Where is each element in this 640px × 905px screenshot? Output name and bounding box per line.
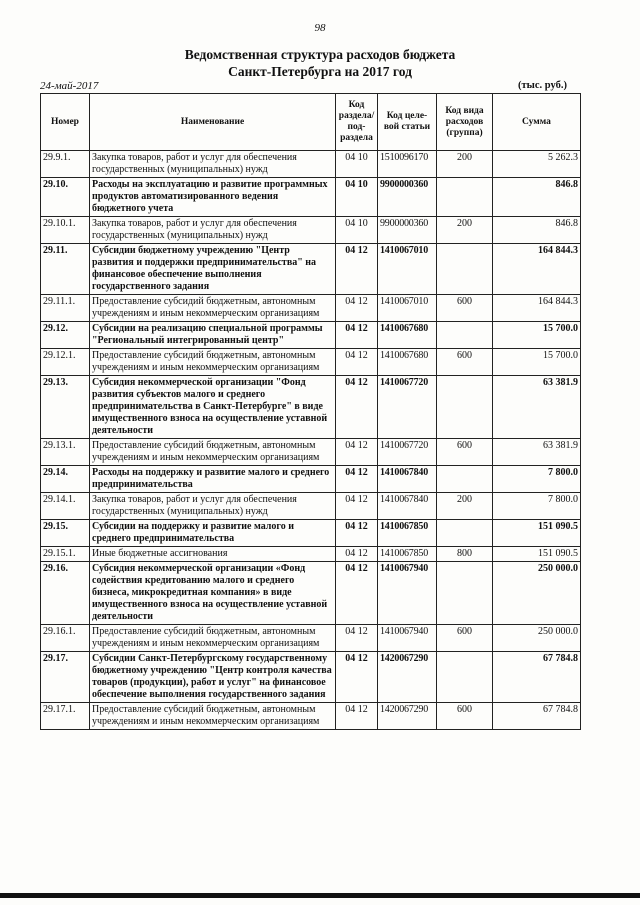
row-name: Предоставление субсидий бюджетным, автономным учреждениям и иным некоммерческим организациям [90,439,336,466]
row-section-code: 04 12 [336,493,378,520]
row-target-code: 1420067290 [378,703,437,730]
row-kind-code: 600 [437,625,493,652]
row-kind-code [437,520,493,547]
row-target-code: 1510096170 [378,151,437,178]
table-row [41,703,581,730]
row-kind-code: 600 [437,439,493,466]
row-number: 29.16. [41,562,90,625]
row-number: 29.17.1. [41,703,90,730]
row-target-code: 9900000360 [378,178,437,217]
table-row [41,439,581,466]
row-number: 29.11.1. [41,295,90,322]
row-target-code: 1410067680 [378,349,437,376]
row-sum: 15 700.0 [493,322,581,349]
table-row [41,349,581,376]
row-kind-code [437,322,493,349]
row-sum: 164 844.3 [493,244,581,295]
row-target-code: 1420067290 [378,652,437,703]
row-section-code: 04 12 [336,439,378,466]
row-section-code: 04 12 [336,376,378,439]
row-name: Субсидии на реализацию специальной программы "Региональный интегрированный центр" [90,322,336,349]
row-sum: 846.8 [493,217,581,244]
row-number: 29.15.1. [41,547,90,562]
row-target-code: 1410067720 [378,439,437,466]
table-row [41,217,581,244]
title-line-1: Ведомственная структура расходов бюджета [184,47,456,62]
row-target-code: 1410067720 [378,376,437,439]
row-name: Предоставление субсидий бюджетным, автономным учреждениям и иным некоммерческим организациям [90,295,336,322]
row-target-code: 1410067840 [378,493,437,520]
row-section-code: 04 12 [336,322,378,349]
table-row [41,178,581,217]
row-name: Расходы на эксплуатацию и развитие программных продуктов автоматизированного ведения бюджетного учета [90,178,336,217]
row-target-code: 1410067850 [378,520,437,547]
table-body [41,151,581,730]
row-kind-code: 200 [437,217,493,244]
row-name: Закупка товаров, работ и услуг для обеспечения государственных (муниципальных) нужд [90,217,336,244]
table-row [41,151,581,178]
row-number: 29.10. [41,178,90,217]
row-section-code: 04 12 [336,547,378,562]
col-header-target: Код целе-вой статьи [378,94,437,151]
row-target-code: 1410067940 [378,625,437,652]
table-row [41,652,581,703]
row-section-code: 04 12 [336,625,378,652]
row-section-code: 04 10 [336,178,378,217]
col-header-sum: Сумма [493,94,581,151]
table-row [41,520,581,547]
row-section-code: 04 12 [336,520,378,547]
row-number: 29.17. [41,652,90,703]
col-header-number: Номер [41,94,90,151]
row-name: Закупка товаров, работ и услуг для обеспечения государственных (муниципальных) нужд [90,493,336,520]
row-sum: 67 784.8 [493,652,581,703]
row-name: Субсидии Санкт-Петербургскому государственному бюджетному учреждению "Центр контроля качества товаров (продукции), работ и услуг" на финансовое обеспечение выполнения государственного задания [90,652,336,703]
row-sum: 151 090.5 [493,547,581,562]
row-number: 29.13.1. [41,439,90,466]
table-row [41,562,581,625]
row-number: 29.14. [41,466,90,493]
row-number: 29.12. [41,322,90,349]
row-name: Предоставление субсидий бюджетным, автономным учреждениям и иным некоммерческим организациям [90,625,336,652]
row-number: 29.9.1. [41,151,90,178]
row-section-code: 04 10 [336,151,378,178]
row-name: Предоставление субсидий бюджетным, автономным учреждениям и иным некоммерческим организациям [90,703,336,730]
table-row [41,625,581,652]
row-kind-code: 200 [437,151,493,178]
row-target-code: 1410067010 [378,244,437,295]
row-sum: 7 800.0 [493,493,581,520]
row-kind-code: 800 [437,547,493,562]
row-name: Субсидии на поддержку и развитие малого и среднего предпринимательства [90,520,336,547]
row-kind-code [437,562,493,625]
document-date: 24-май-2017 [40,80,99,92]
row-section-code: 04 12 [336,703,378,730]
row-kind-code [437,466,493,493]
units-label: (тыс. руб.) [518,80,567,91]
row-number: 29.14.1. [41,493,90,520]
row-sum: 63 381.9 [493,376,581,439]
row-section-code: 04 12 [336,652,378,703]
row-number: 29.10.1. [41,217,90,244]
row-section-code: 04 10 [336,217,378,244]
row-sum: 250 000.0 [493,562,581,625]
row-name: Субсидия некоммерческой организации «Фонд содействия кредитованию малого и среднего бизнеса, микрокредитная компания» в виде имущественного взноса на осуществление уставной деятельности [90,562,336,625]
row-number: 29.16.1. [41,625,90,652]
row-sum: 67 784.8 [493,703,581,730]
row-sum: 5 262.3 [493,151,581,178]
page-bottom-bar [0,893,640,898]
row-name: Закупка товаров, работ и услуг для обеспечения государственных (муниципальных) нужд [90,151,336,178]
row-target-code: 1410067850 [378,547,437,562]
col-header-section: Код раздела/ под-раздела [336,94,378,151]
row-name: Субсидия некоммерческой организации "Фонд развития субъектов малого и среднего предпринимательства в Санкт-Петербурге" в виде имущественного взноса на осуществление уставной деятельности [90,376,336,439]
row-kind-code: 600 [437,349,493,376]
table-row [41,376,581,439]
row-sum: 63 381.9 [493,439,581,466]
row-kind-code [437,178,493,217]
row-sum: 7 800.0 [493,466,581,493]
row-kind-code: 200 [437,493,493,520]
row-section-code: 04 12 [336,244,378,295]
row-section-code: 04 12 [336,349,378,376]
row-target-code: 1410067940 [378,562,437,625]
page-number: 98 [314,22,326,34]
row-sum: 250 000.0 [493,625,581,652]
table-row [41,547,581,562]
row-kind-code [437,376,493,439]
row-sum: 846.8 [493,178,581,217]
table-row [41,295,581,322]
row-name: Иные бюджетные ассигнования [90,547,336,562]
row-kind-code: 600 [437,703,493,730]
table-row [41,466,581,493]
row-kind-code: 600 [437,295,493,322]
table-header-row [41,94,581,151]
col-header-kind: Код вида расходов (группа) [437,94,493,151]
title-line-2: Санкт-Петербурга на 2017 год [228,64,412,79]
row-target-code: 9900000360 [378,217,437,244]
document-title [0,46,640,80]
row-section-code: 04 12 [336,562,378,625]
budget-table [40,93,581,730]
row-section-code: 04 12 [336,295,378,322]
row-target-code: 1410067840 [378,466,437,493]
table-row [41,244,581,295]
row-kind-code [437,244,493,295]
row-name: Расходы на поддержку и развитие малого и среднего предпринимательства [90,466,336,493]
row-target-code: 1410067680 [378,322,437,349]
row-target-code: 1410067010 [378,295,437,322]
row-section-code: 04 12 [336,466,378,493]
row-sum: 164 844.3 [493,295,581,322]
table-row [41,322,581,349]
row-name: Предоставление субсидий бюджетным, автономным учреждениям и иным некоммерческим организациям [90,349,336,376]
row-sum: 15 700.0 [493,349,581,376]
row-kind-code [437,652,493,703]
row-name: Субсидии бюджетному учреждению "Центр развития и поддержки предпринимательства" на финансовое обеспечение выполнения государственного задания [90,244,336,295]
table-row [41,493,581,520]
row-sum: 151 090.5 [493,520,581,547]
row-number: 29.15. [41,520,90,547]
row-number: 29.13. [41,376,90,439]
row-number: 29.11. [41,244,90,295]
col-header-name: Наименование [90,94,336,151]
row-number: 29.12.1. [41,349,90,376]
